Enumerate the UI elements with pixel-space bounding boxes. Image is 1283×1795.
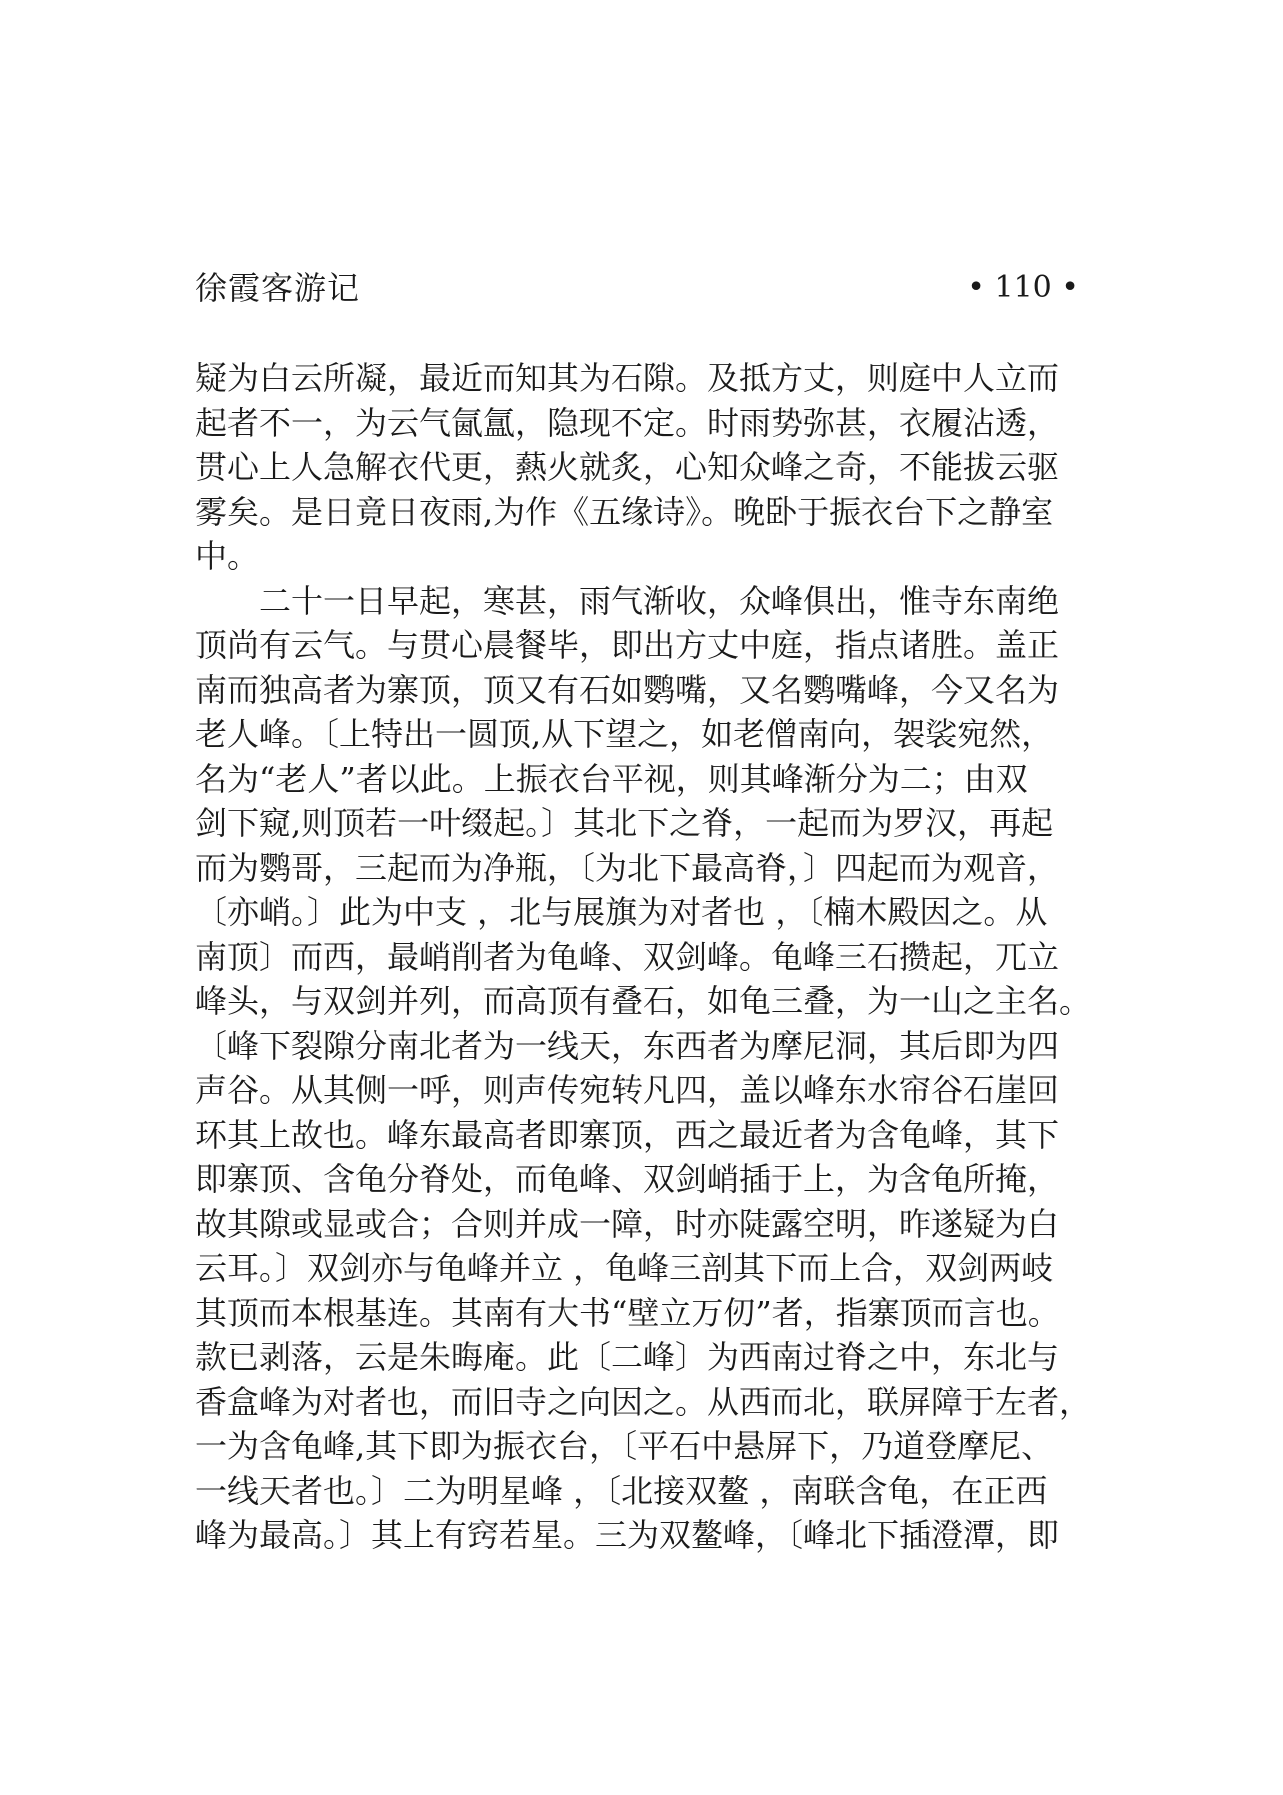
text-line: 一为含龟峰,其下即为振衣台，〔平石中悬屏下，乃道登摩尼、 xyxy=(195,1427,1054,1465)
paragraph-start-line: 二十一日早起，寒甚，雨气渐收，众峰俱出，惟寺东南绝 xyxy=(259,581,1060,620)
book-title: 徐霞客游记 xyxy=(195,269,361,307)
text-line: 声谷。从其侧一呼，则声传宛转凡四，盖以峰东水帘谷石崖回 xyxy=(195,1071,1060,1109)
text-line: 剑下窥,则顶若一叶缀起。〕其北下之脊，一起而为罗汉，再起 xyxy=(195,804,1054,842)
text-line: 起者不一，为云气氤氲，隐现不定。时雨势弥甚，衣履沾透， xyxy=(195,403,1060,442)
text-line: 南顶〕而西，最峭削者为龟峰、双剑峰。龟峰三石攒起，兀立 xyxy=(195,937,1060,976)
text-line: 峰头，与双剑并列，而高顶有叠石，如龟三叠，为一山之主名。 xyxy=(195,982,1092,1020)
text-line: 环其上故也。峰东最高者即寨顶，西之最近者为含龟峰，其下 xyxy=(195,1115,1060,1154)
body-text xyxy=(195,356,1095,1558)
text-line: 一线天者也。〕二为明星峰 ，〔北接双鳌 ，南联含龟，在正西 xyxy=(195,1471,1048,1510)
text-line: 即寨顶、含龟分脊处，而龟峰、双剑峭插于上，为含龟所掩， xyxy=(195,1160,1060,1198)
text-line: 名为“老人”者以此。上振衣台平视，则其峰渐分为二；由双 xyxy=(195,759,1028,798)
text-line: 其顶而本根基连。其南有大书“壁立万仞”者，指寨顶而言也。 xyxy=(195,1293,1060,1332)
text-line: 云耳。〕双剑亦与龟峰并立 ，龟峰三剖其下而上合，双剑两岐 xyxy=(195,1249,1054,1287)
text-line: 雾矣。是日竟日夜雨,为作《五缘诗》。晚卧于振衣台下之静室 xyxy=(195,492,1054,531)
text-line: 〔亦峭。〕此为中支 ，北与展旗为对者也 ，〔楠木殿因之。从 xyxy=(195,893,1048,931)
text-line: 而为鹦哥，三起而为净瓶，〔为北下最高脊，〕四起而为观音， xyxy=(195,848,1060,887)
text-line: 款已剥落，云是朱晦庵。此〔二峰〕为西南过脊之中，东北与 xyxy=(195,1338,1060,1376)
text-line: 顶尚有云气。与贯心晨餐毕，即出方丈中庭，指点诸胜。盖正 xyxy=(195,626,1060,664)
text-line: 峰为最高。〕其上有窍若星。三为双鳌峰，〔峰北下插澄潭，即 xyxy=(195,1516,1060,1554)
running-header xyxy=(195,266,1085,310)
text-line: 故其隙或显或合；合则并成一障，时亦陡露空明，昨遂疑为白 xyxy=(195,1204,1060,1243)
text-line: 南而独高者为寨顶，顶又有石如鹦嘴，又名鹦嘴峰，今又名为 xyxy=(195,670,1060,709)
text-line: 老人峰。〔上特出一圆顶,从下望之，如老僧南向，袈裟宛然， xyxy=(195,715,1054,753)
page-number: • 110 • xyxy=(967,270,1079,305)
text-line: 疑为白云所凝，最近而知其为石隙。及抵方丈，则庭中人立而 xyxy=(195,359,1060,397)
text-line: 〔峰下裂隙分南北者为一线天，东西者为摩尼洞，其后即为四 xyxy=(195,1026,1060,1065)
text-line: 香盒峰为对者也，而旧寺之向因之。从西而北，联屏障于左者， xyxy=(195,1382,1092,1421)
text-line: 贯心上人急解衣代更，爇火就炙，心知众峰之奇，不能拔云驱 xyxy=(195,448,1060,486)
text-line: 中。 xyxy=(195,537,260,575)
